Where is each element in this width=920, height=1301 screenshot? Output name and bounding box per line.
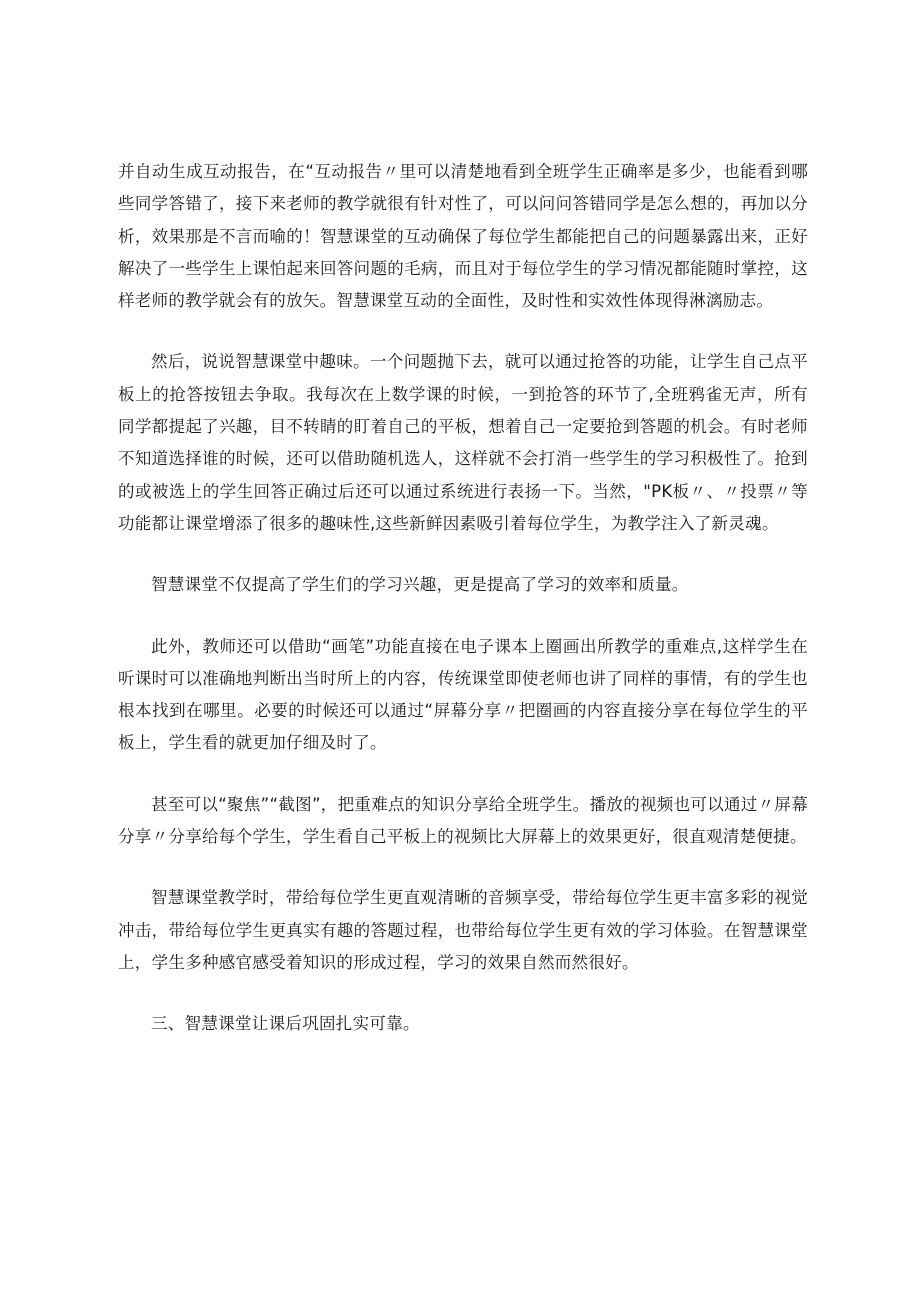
- document-body: [118, 156, 808, 1070]
- paragraph-pen-and-screen-share: 此外，教师还可以借助“画笔”功能直接在电子课本上圈画出所教学的重难点,这样学生在听课时可以准确地判断出当时所上的内容，传统课堂即使老师也讲了同样的事情，有的学生也根本找到在哪里。必要的时候还可以通过“屏幕分享〃把圈画的内容直接分享在每位学生的平板上，学生看的就更加仔细及时了。: [118, 636, 808, 753]
- paragraph-focus-and-screenshot: 甚至可以“聚焦”“截图”，把重难点的知识分享给全班学生。播放的视频也可以通过〃屏幕分享〃分享给每个学生，学生看自己平板上的视频比大屏幕上的效果更好，很直观清楚便捷。: [118, 794, 808, 847]
- paragraph-fun-of-smart-classroom: 然后，说说智慧课堂中趣味。一个问题抛下去，就可以通过抢答的功能，让学生自己点平板上的抢答按钮去争取。我每次在上数学课的时候，一到抢答的环节了,全班鸦雀无声，所有同学都提起了兴趣，目不转睛的盯着自己的平板，想着自己一定要抢到答题的机会。有时老师不知道选择谁的时候，还可以借助随机选人，这样就不会打消一些学生的学习积极性了。抢到的或被选上的学生回答正确过后还可以通过系统进行表扬一下。当然，"PK板〃、〃投票〃等功能都让课堂增添了很多的趣味性,这些新鲜因素吸引着每位学生，为教学注入了新灵魂。: [118, 352, 808, 533]
- paragraph-interaction-report: 并自动生成互动报告，在“互动报告〃里可以清楚地看到全班学生正确率是多少，也能看到哪些同学答错了，接下来老师的教学就很有针对性了，可以问问答错同学是怎么想的，再加以分析，效果那是不言而喻的！智慧课堂的互动确保了每位学生都能把自己的问题暴露出来，正好解决了一些学生上课怕起来回答问题的毛病，而且对于每位学生的学习情况都能随时掌控，这样老师的教学就会有的放矢。智慧课堂互动的全面性，及时性和实效性体现得淋漓励志。: [118, 162, 808, 311]
- paragraph-sensory-experience: 智慧课堂教学时，带给每位学生更直观清晰的音频享受，带给每位学生更丰富多彩的视觉冲击，带给每位学生更真实有趣的答题过程，也带给每位学生更有效的学习体验。在智慧课堂上，学生多种感官感受着知识的形成过程，学习的效果自然而然很好。: [118, 888, 808, 972]
- section-heading-after-class: 三、智慧课堂让课后巩固扎实可靠。: [151, 1014, 420, 1034]
- paragraph-efficiency-quality: 智慧课堂不仅提高了学生们的学习兴趣，更是提高了学习的效率和质量。: [151, 575, 689, 595]
